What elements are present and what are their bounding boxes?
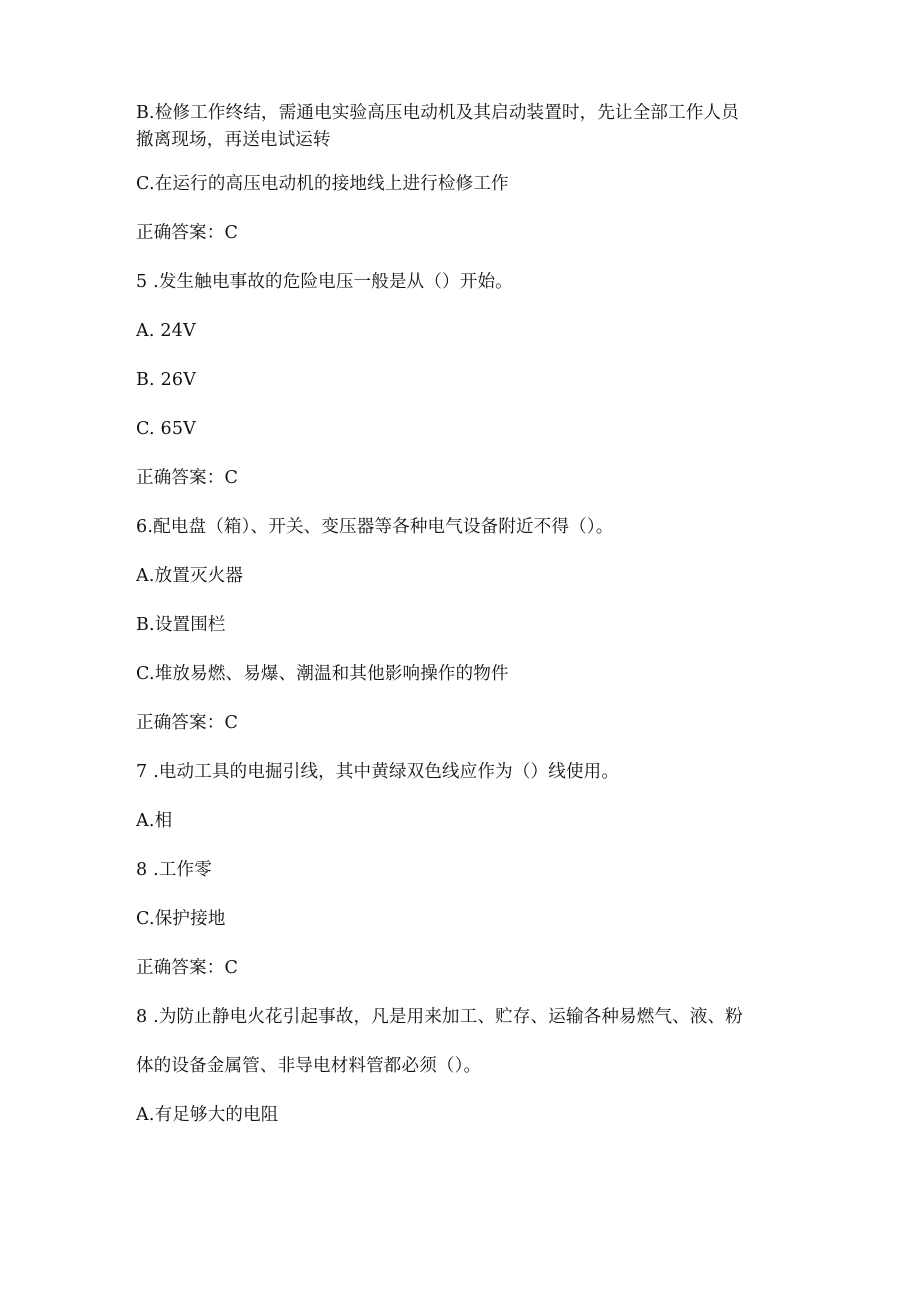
- correct-answer: 正确答案：C: [136, 713, 239, 733]
- option-c: C.在运行的高压电动机的接地线上进行检修工作: [136, 174, 509, 194]
- question-8-line-2: 体的设备金属管、非导电材料管都必须（）。: [136, 1056, 482, 1076]
- option-a: A.有足够大的电阻: [136, 1105, 279, 1125]
- question-7: 7 .电动工具的电掘引线，其中黄绿双色线应作为（）线使用。: [136, 762, 620, 782]
- question-5: 5 .发生触电事故的危险电压一般是从（）开始。: [136, 272, 513, 292]
- question-8-line-1: 8 .为防止静电火花引起事故，凡是用来加工、贮存、运输各种易燃气、液、粉: [136, 1007, 743, 1027]
- option-b-line-2: 撤离现场，再送电试运转: [136, 130, 331, 150]
- option-a: A.相: [136, 811, 173, 831]
- option-b-line-1: B.检修工作终结，需通电实验高压电动机及其启动装置时，先让全部工作人员: [136, 103, 739, 123]
- correct-answer: 正确答案：C: [136, 958, 239, 978]
- correct-answer: 正确答案：C: [136, 223, 239, 243]
- option-c: C.保护接地: [136, 909, 226, 929]
- option-a: A. 24V: [136, 321, 196, 341]
- option-b: B. 26V: [136, 370, 197, 390]
- option-b: 8 .工作零: [136, 860, 212, 880]
- option-c: C.堆放易燃、易爆、潮温和其他影响操作的物件: [136, 664, 509, 684]
- option-b: B.设置围栏: [136, 615, 226, 635]
- question-6: 6.配电盘（箱）、开关、变压器等各种电气设备附近不得（）。: [136, 517, 614, 537]
- option-c: C. 65V: [136, 419, 196, 439]
- correct-answer: 正确答案：C: [136, 468, 239, 488]
- option-a: A.放置灭火器: [136, 566, 244, 586]
